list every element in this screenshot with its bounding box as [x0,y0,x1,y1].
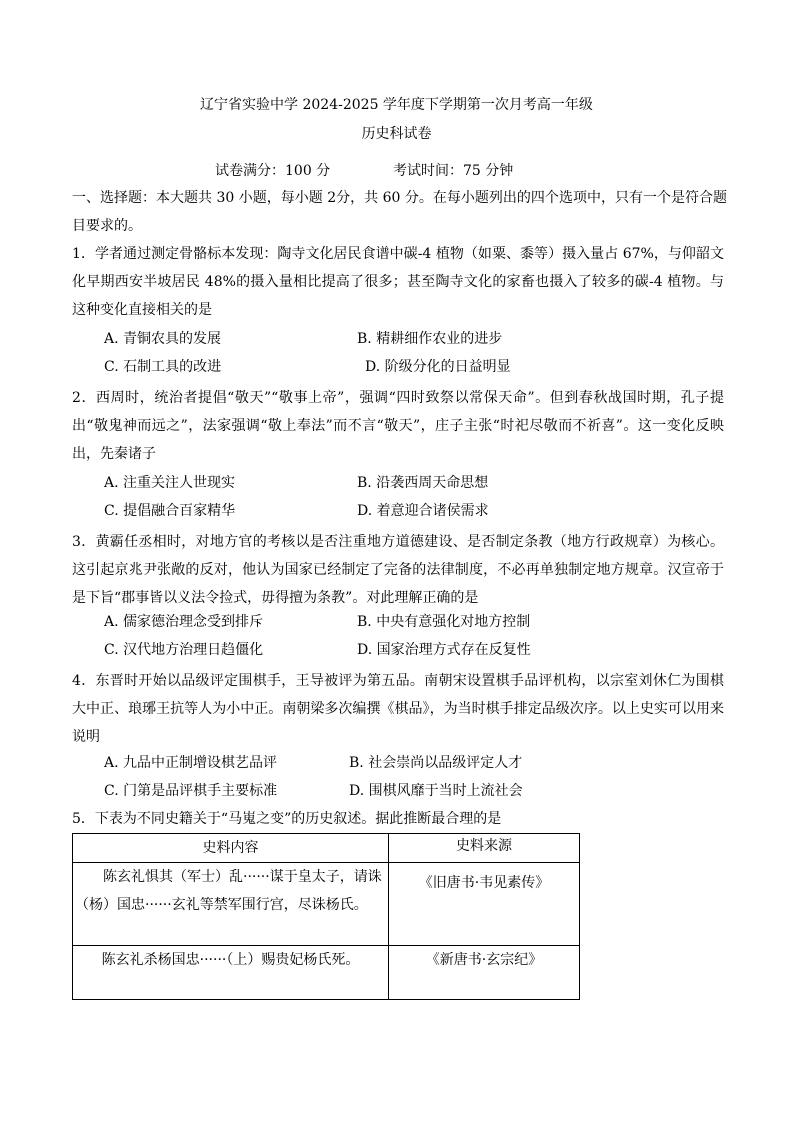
question-3-option-c: C. 汉代地方治理日趋僵化 [104,642,264,658]
question-1-option-a: A. 青铜农具的发展 [104,331,222,347]
question-3-option-b: B. 中央有意强化对地方控制 [357,614,531,630]
question-3-option-d: D. 国家治理方式存在反复性 [357,642,531,658]
question-2-option-d: D. 着意迎合诸侯需求 [357,503,489,519]
question-5-stem [72,805,724,833]
source-table [72,833,580,1000]
question-1-option-b: B. 精耕细作农业的进步 [357,331,503,347]
table-cell-content: 陈玄礼惧其（军士）乱······谋于皇太子，请诛（杨）国忠······玄礼等禁军围行宫，尽诛杨氏。 [73,863,389,946]
table-row [73,946,580,1000]
question-stem-text: 5．下表为不同史籍关于“马嵬之变”的历史叙述。据此推断最合理的是 [72,811,502,827]
question-stem-text: 3．黄霸任丞相时，对地方官的考核以是否注重地方道德建设、是否制定条教（地方行政规章）为核心。这引起京兆尹张敞的反对，他认为国家已经制定了完备的法律制度，不必再单独制定地方规章。汉宣帝于是下旨“郡事皆以义法令捡式，毋得擅为条教”。对此理解正确的是 [72,534,724,606]
question-stem-text: 1．学者通过测定骨骼标本发现：陶寺文化居民食谱中碳-4 植物（如粟、黍等）摄入量占 67%，与仰韶文化早期西安半坡居民 48%的摄入量相比提高了很多；甚至陶寺文化的家畜也摄入了较多的碳-4 植物。与这种变化直接相关的是 [72,246,724,318]
table-row [73,863,580,946]
question-2-option-c: C. 提倡融合百家精华 [104,503,236,519]
question-4-option-c: C. 门第是品评棋手主要标准 [104,783,278,799]
exam-time: 考试时间：75 分钟 [393,163,514,179]
question-4-option-d: D. 围棋风靡于当时上流社会 [349,783,523,799]
table-cell-content: 陈玄礼杀杨国忠······（上）赐贵妃杨氏死。 [73,946,389,1000]
question-1-option-c: C. 石制工具的改进 [104,359,222,375]
exam-title: 辽宁省实验中学 2024-2025 学年度下学期第一次月考高一年级 [200,97,593,113]
question-4-option-a: A. 九品中正制增设棋艺品评 [104,755,278,771]
question-1-option-d: D. 阶级分化的日益明显 [365,359,511,375]
question-stem-text: 2．西周时，统治者提倡“敬天”“敬事上帝”，强调“四时致祭以常保天命”。但到春秋战国时期，孔子提出“敬鬼神而远之”，法家强调“敬上奉法”而不言“敬天”，庄子主张“时祀尽敬而不祈喜”。这一变化反映出，先秦诸子 [72,390,724,462]
full-score: 试卷满分：100 分 [215,163,331,179]
question-2-stem [72,384,724,468]
table-header-row [73,834,580,863]
section-heading: 一、选择题：本大题共 30 小题，每小题 2分，共 60 分。在每小题列出的四个选项中，只有一个是符合题目要求的。 [72,190,727,234]
question-2-option-a: A. 注重关注人世现实 [104,475,236,491]
question-2-option-b: B. 沿袭西周天命思想 [357,475,489,491]
question-4-option-b: B. 社会崇尚以品级评定人才 [349,755,523,771]
question-3-stem [72,528,724,612]
table-header-source: 史料来源 [389,834,580,863]
question-1-stem [72,240,724,324]
question-stem-text: 4．东晋时开始以品级评定围棋手，王导被评为第五品。南朝宋设置棋手品评机构，以宗室刘休仁为围棋大中正、琅琊王抗等人为小中正。南朝梁多次编撰《棋品》，为当时棋手排定品级次序。以上史实可以用来说明 [72,673,724,745]
table-cell-source: 《旧唐书·韦见素传》 [389,863,580,946]
question-4-stem [72,667,724,751]
table-header-content: 史料内容 [73,834,389,863]
exam-subject: 历史科试卷 [361,126,432,142]
question-3-option-a: A. 儒家德治理念受到排斥 [104,614,264,630]
table-cell-source: 《新唐书·玄宗纪》 [389,946,580,1000]
